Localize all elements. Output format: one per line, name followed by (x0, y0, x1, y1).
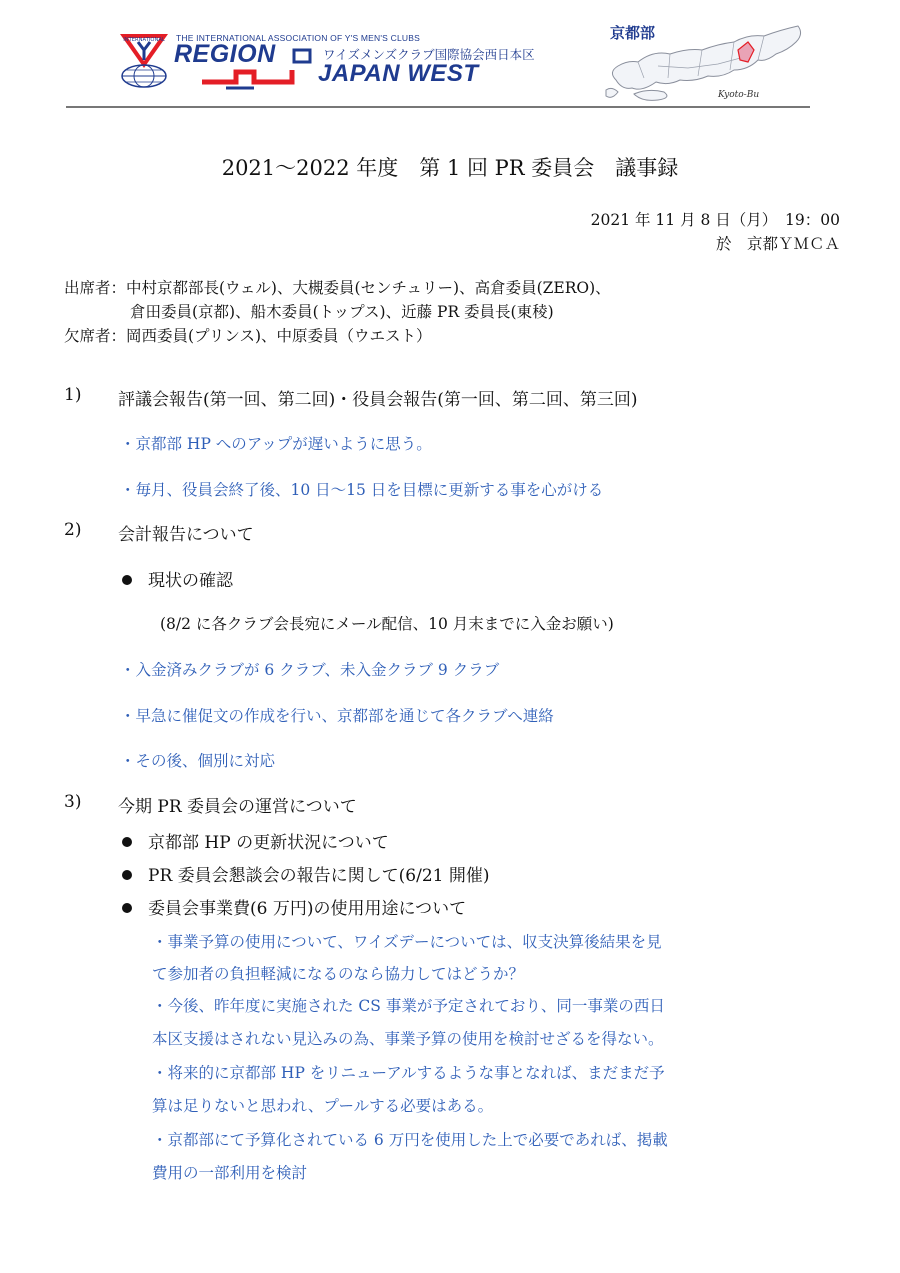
section-3-note: て参加者の負担軽減になるのなら協力してはどうか？ (152, 965, 525, 983)
bullet-dot (122, 837, 132, 847)
bullet-text: 委員会事業費(6 万円)の使用用途について (148, 899, 467, 919)
attendees-line-2: 倉田委員(京都)、船木委員(トップス)、近藤 PR 委員長(東稜) (130, 303, 554, 321)
section-3-heading: 今期 PR 委員会の運営について (118, 797, 357, 817)
section-1-note: ・毎月、役員会終了後、10 日～15 日を目標に更新する事を心がける (120, 481, 604, 499)
section-3-note: ・京都部にて予算化されている 6 万円を使用した上で必要であれば、掲載 (152, 1131, 668, 1149)
absentees-line: 欠席者：岡西委員(プリンス)、中原委員（ウエスト） (64, 327, 432, 345)
section-3-note: ・事業予算の使用について、ワイズデーについては、収支決算後結果を見 (152, 933, 662, 951)
bullet-dot (122, 575, 132, 585)
section-3-number: 3) (64, 792, 82, 812)
section-2-heading: 会計報告について (118, 525, 254, 545)
bullet-dot (122, 870, 132, 880)
attendees-line-1: 出席者：中村京都部長(ウェル)、大槻委員(センチュリー)、高倉委員(ZERO)、 (64, 279, 611, 297)
jp-org-name: ワイズメンズクラブ国際協会西日本区 (323, 47, 535, 62)
meeting-venue: 於 京都ＹＭＣＡ (715, 235, 840, 253)
map-sublabel: Kyoto-Bu (718, 90, 760, 100)
bullet-text: 京都部 HP の更新状況について (148, 833, 389, 853)
section-3-note: ・将来的に京都部 HP をリニューアルするような事となれば、まだまだ予 (152, 1064, 665, 1082)
section-2-note: ・早急に催促文の作成を行い、京都部を通じて各クラブへ連絡 (120, 707, 554, 725)
section-1-number: 1) (64, 385, 82, 405)
section-2-note: ・その後、個別に対応 (120, 752, 276, 770)
section-3-bullet (122, 861, 490, 886)
bullet-text: 現状の確認 (148, 571, 233, 591)
org-line: THE INTERNATIONAL ASSOCIATION OF Y'S MEN'S CLUBS (176, 33, 420, 43)
bullet-text: PR 委員会懇談会の報告に関して(6/21 開催) (148, 866, 490, 886)
section-3-bullet (122, 828, 389, 853)
section-3-note: 費用の一部利用を検討 (152, 1164, 308, 1182)
section-1-note: ・京都部 HP へのアップが遅いように思う。 (120, 435, 432, 453)
region-word: REGION (174, 40, 276, 68)
header-divider (66, 106, 810, 108)
section-3-note: 本区支援はされない見込みの為、事業予算の使用を検討せざるを得ない。 (152, 1030, 664, 1048)
emblem-text: INTERNATIONAL (123, 37, 165, 43)
region-swoosh-graphic (196, 48, 320, 92)
ys-mens-emblem (118, 30, 170, 90)
section-1-heading: 評議会報告(第一回、第二回)・役員会報告(第一回、第二回、第三回) (118, 390, 638, 410)
map-label: 京都部 (610, 24, 656, 42)
section-2-number: 2) (64, 520, 82, 540)
section-3-note: 算は足りないと思われ、プールする必要はある。 (152, 1097, 494, 1115)
japan-west-word: JAPAN WEST (318, 60, 479, 87)
section-3-bullet (122, 894, 466, 919)
section-2-bullet (122, 566, 233, 591)
meeting-date: 2021 年 11 月 8 日（月） 19：00 (590, 211, 840, 229)
bullet-dot (122, 903, 132, 913)
section-3-note: ・今後、昨年度に実施された CS 事業が予定されており、同一事業の西日 (152, 997, 665, 1015)
document-title: 2021～2022 年度 第 1 回 PR 委員会 議事録 (221, 156, 679, 180)
section-2-note: ・入金済みクラブが 6 クラブ、未入金クラブ 9 クラブ (120, 661, 500, 679)
section-2-remark: (8/2 に各クラブ会長宛にメール配信、10 月末までに入金お願い) (160, 615, 614, 633)
